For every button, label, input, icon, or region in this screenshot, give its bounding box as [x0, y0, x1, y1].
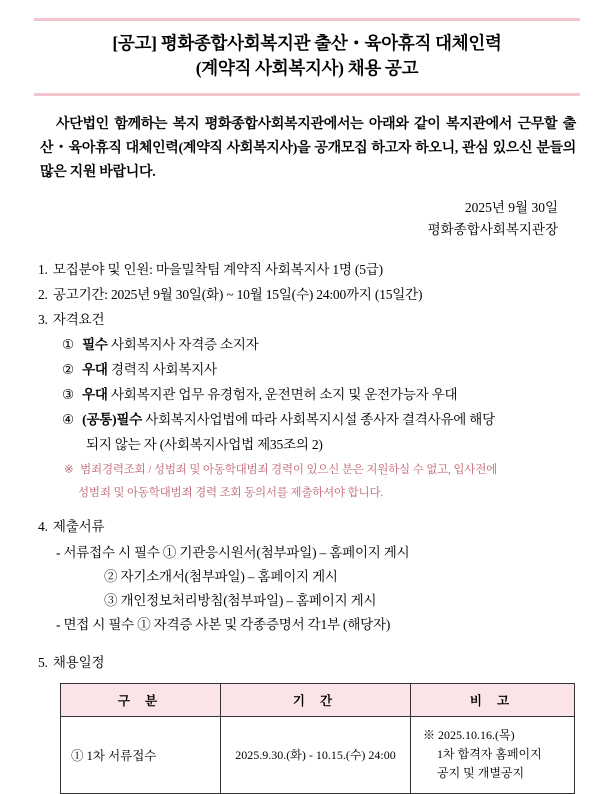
section-1-recruitment-field — [34, 258, 580, 282]
signature-block — [34, 197, 580, 240]
issuer-name: 평화종합사회복지관장 — [427, 221, 558, 237]
table-row — [61, 716, 575, 793]
note-star-icon: ※ — [64, 464, 74, 477]
section-3-heading: 자격요건 — [52, 312, 105, 328]
criminal-record-note-line-1: 범죄경력조회 / 성범죄 및 아동학대범죄 경력이 있으신 분은 지원하실 수 없고, 입사전에 — [80, 464, 498, 477]
section-2-number: 2. — [38, 287, 48, 303]
page-title-line-1: [공고] 평화종합사회복지관 출산・육아휴직 대체인력 — [112, 33, 502, 53]
schedule-row-remark — [411, 716, 575, 793]
qualification-text-1: 사회복지사 자격증 소지자 — [110, 337, 259, 353]
body-content — [34, 258, 580, 674]
section-4-heading: 제출서류 — [52, 519, 105, 535]
qualification-item-4-continued: 되지 않는 자 (사회복지사업법 제35조의 2) — [86, 437, 323, 453]
section-1-text: 모집분야 및 인원: 마을밀착팀 계약직 사회복지사 1명 (5급) — [52, 262, 383, 278]
qualification-marker-3: ③ — [62, 387, 74, 403]
qualification-marker-2: ② — [62, 362, 74, 378]
qualification-tag-3: 우대 — [82, 387, 108, 403]
qualification-text-4: 사회복지사업법에 따라 사회복지시설 종사자 결격사유에 해당 — [145, 412, 495, 428]
table-header-period: 기 간 — [221, 683, 411, 716]
qualification-item-2 — [34, 358, 580, 382]
section-4-documents — [34, 515, 580, 539]
section-5-schedule — [34, 651, 580, 675]
remark-line-2: 1차 합격자 홈페이지 — [437, 746, 542, 761]
remark-line-1: ※ 2025.10.16.(목) — [423, 727, 515, 742]
qualification-item-3 — [34, 383, 580, 407]
qualification-marker-4: ④ — [62, 412, 74, 428]
page-title-line-2: (계약직 사회복지사) 채용 공고 — [195, 57, 419, 78]
table-header-remark: 비 고 — [411, 683, 575, 716]
section-4-number: 4. — [38, 519, 48, 535]
qualification-tag-2: 우대 — [82, 362, 108, 378]
criminal-record-note-line-2: 성범죄 및 아동학대범죄 경력 조회 동의서를 제출하셔야 합니다. — [78, 486, 384, 499]
remark-line-3: 공지 및 개별공지 — [437, 766, 525, 781]
qualification-item-1 — [34, 333, 580, 357]
qualification-text-2: 경력직 사회복지사 — [110, 362, 217, 378]
qualification-tag-1: 필수 — [82, 337, 108, 353]
intro-paragraph: 사단법인 함께하는 복지 평화종합사회복지관에서는 아래와 같이 복지관에서 근무할 출산・육아휴직 대체인력(계약직 사회복지사)을 공개모집 하고자 하오니, 관심 있으신 분들의 많은 지원 바랍니다. — [40, 116, 576, 180]
section-2-text: 공고기간: 2025년 9월 30일(화) ~ 10월 15일(수) 24:00까지 (15일간) — [52, 287, 423, 303]
schedule-table — [60, 683, 575, 794]
qualification-item-4 — [34, 408, 580, 432]
issue-date: 2025년 9월 30일 — [464, 199, 558, 215]
document-line-3: ③ 개인정보처리방침(첨부파일) – 홈페이지 게시 — [104, 592, 377, 608]
schedule-row-period: 2025.9.30.(화) - 10.15.(수) 24:00 — [221, 716, 411, 793]
table-header-category: 구 분 — [61, 683, 221, 716]
table-header-row — [61, 683, 575, 716]
section-2-notice-period — [34, 283, 580, 307]
qualification-text-3: 사회복지관 업무 유경험자, 운전면허 소지 및 운전가능자 우대 — [110, 387, 458, 403]
document-line-1: - 서류접수 시 필수 ① 기관응시원서(첨부파일) – 홈페이지 게시 — [56, 544, 410, 560]
schedule-row-label: ① 1차 서류접수 — [61, 716, 221, 793]
document-line-2: ② 자기소개서(첨부파일) – 홈페이지 게시 — [104, 568, 338, 584]
section-5-number: 5. — [38, 654, 48, 670]
document-title-box — [34, 18, 580, 96]
qualification-marker-1: ① — [62, 337, 74, 353]
section-3-qualifications — [34, 308, 580, 332]
section-5-heading: 채용일정 — [52, 654, 105, 670]
section-1-number: 1. — [38, 262, 48, 278]
document-line-4: - 면접 시 필수 ① 자격증 사본 및 각종증명서 각1부 (해당자) — [56, 616, 391, 632]
schedule-table-wrapper — [34, 683, 580, 794]
qualification-tag-4: (공통)필수 — [82, 412, 143, 428]
criminal-record-note — [34, 461, 580, 480]
section-3-number: 3. — [38, 312, 48, 328]
